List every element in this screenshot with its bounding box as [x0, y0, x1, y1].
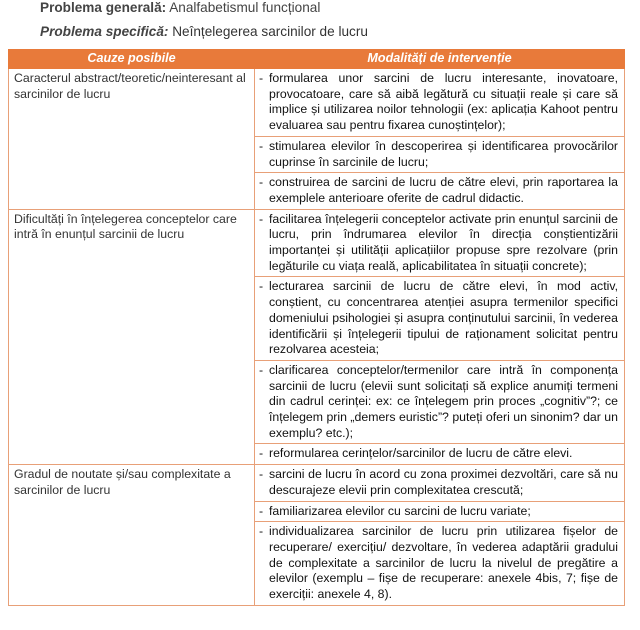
- intervention-item: [255, 277, 624, 361]
- bullet-dash: -: [259, 446, 264, 461]
- intervention-item: [255, 522, 624, 605]
- cause-cell: Caracterul abstract/teoretic/neinteresant al sarcinilor de lucru: [9, 69, 255, 210]
- intervention-text: familiarizarea elevilor cu sarcini de lucru variate;: [269, 503, 531, 518]
- general-problem-value: Analfabetismul funcțional: [169, 0, 321, 15]
- bullet-dash: -: [259, 279, 264, 294]
- bullet-dash: -: [259, 467, 264, 482]
- intervention-item: [255, 444, 624, 464]
- table-header-row: [9, 50, 625, 69]
- intervention-item: [255, 502, 624, 523]
- intervention-text: stimularea elevilor în descoperirea și identificarea provocărilor cuprinse în sarcinile de lucru;: [269, 138, 618, 169]
- interventions-cell: [255, 465, 625, 606]
- specific-problem-value: Neînțelegerea sarcinilor de lucru: [172, 24, 368, 39]
- intervention-item: [255, 173, 624, 208]
- bullet-dash: -: [259, 362, 264, 377]
- intervention-text: facilitarea înțelegerii conceptelor activate prin enunțul sarcinii de lucru, prin îndrumarea elevilor în direcția conștientizării importanței și utilității aplicațiilor propuse spre rezolvare (prin legăturile cu viața reală, aplicabilitatea în situații concrete);: [269, 211, 618, 273]
- intervention-text: construirea de sarcini de lucru de către elevi, prin raportarea la exemplele anterioare oferite de cadrul didactic.: [269, 175, 618, 205]
- intervention-item: [255, 361, 624, 445]
- specific-problem-line: [40, 24, 368, 39]
- causes-interventions-table: [8, 49, 625, 606]
- bullet-dash: -: [259, 211, 264, 226]
- specific-problem-label: Problema specifică:: [40, 24, 169, 39]
- intervention-text: lecturarea sarcinii de lucru de către elevi, în mod activ, conștient, cu concentrarea atenției asupra termenilor specifici domeniului psihologiei și asupra conținutului sarcinii, în vederea identificării și înțelegerii tipului de raționament solicitat pentru rezolvarea acesteia;: [269, 279, 618, 357]
- header-causes: Cauze posibile: [9, 50, 255, 69]
- general-problem-label: Problema generală:: [40, 0, 167, 15]
- interventions-cell: [255, 209, 625, 465]
- bullet-dash: -: [259, 175, 264, 190]
- header-interventions: Modalități de intervenție: [255, 50, 625, 69]
- bullet-dash: -: [259, 524, 264, 539]
- cause-cell: Dificultăți în înțelegerea conceptelor care intră în enunțul sarcinii de lucru: [9, 209, 255, 465]
- intervention-text: sarcini de lucru în acord cu zona proximei dezvoltări, care să nu descurajeze elevii prin complexitatea crescută;: [269, 467, 618, 497]
- table-row: [9, 69, 625, 210]
- bullet-dash: -: [259, 71, 264, 85]
- intervention-text: individualizarea sarcinilor de lucru prin utilizarea fișelor de recuperare/ exercițiu/ dezvoltare, în vederea adaptării gradului de complexitate a sarcinilor de lucru la nivelul de pregătire a elevilor (exemplu – fișe de recuperare: anexele 4bis, 7; fișe de exerciții: anexele 4, 8).: [269, 524, 618, 602]
- intervention-item: [255, 69, 624, 137]
- interventions-cell: [255, 69, 625, 210]
- intervention-text: reformularea cerințelor/sarcinilor de lucru de către elevi.: [269, 446, 573, 461]
- bullet-dash: -: [259, 503, 264, 518]
- intervention-text: clarificarea conceptelor/termenilor care intră în componența sarcinii de lucru (elevii sunt solicitați să explice anumiți termeni din cadrul cerinței: ex: ce înțelegem prin proces „cognitiv”?; ce înțelegem prin „demers euristic”? puteți oferi un sinonim? dar un exemplu? etc.);: [269, 362, 618, 440]
- intervention-item: [255, 137, 624, 173]
- intervention-text: formularea unor sarcini de lucru interesante, inovatoare, provocatoare, care să aibă legătură cu situații reale și care să implice și utilizarea noilor tehnologii (ex: aplicația Kahoot pentru evaluarea sau pentru fixarea cunoștințelor);: [269, 71, 618, 133]
- intervention-item: [255, 210, 624, 278]
- bullet-dash: -: [259, 138, 264, 153]
- general-problem-line: [40, 0, 320, 15]
- table-row: [9, 209, 625, 465]
- intervention-item: [255, 465, 624, 501]
- cause-cell: Gradul de noutate și/sau complexitate a sarcinilor de lucru: [9, 465, 255, 606]
- table-row: [9, 465, 625, 606]
